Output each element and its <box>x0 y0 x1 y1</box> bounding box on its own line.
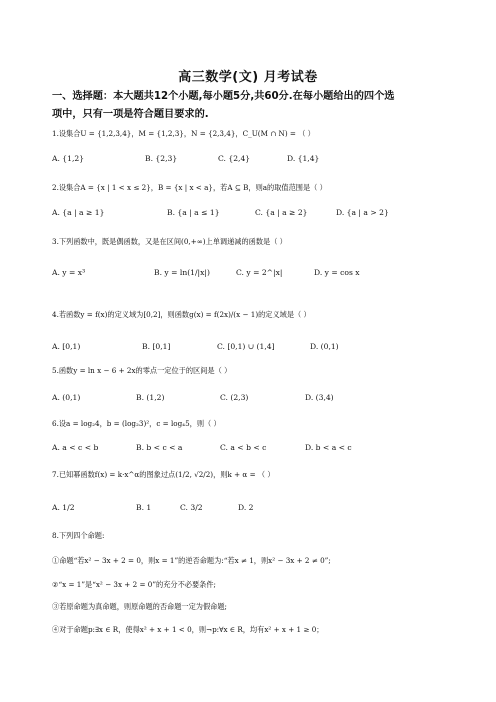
q3-option-a: A. y = x³ <box>52 268 86 277</box>
q3-option-b: B. y = ln(1/|x|) <box>154 268 210 277</box>
q1-option-b: B. {2,3} <box>145 154 178 163</box>
question-4-options <box>52 342 462 354</box>
q4-option-c: C. [0,1) ∪ (1,4] <box>217 342 275 351</box>
q4-option-d: D. (0,1) <box>310 342 339 351</box>
exam-title: 高三数学(文) 月考试卷 <box>178 70 318 85</box>
question-3-options <box>52 268 462 280</box>
question-1-options <box>52 154 462 166</box>
q1-option-c: C. {2,4} <box>218 154 251 163</box>
q2-option-a: A. {a | a ≥ 1} <box>52 208 105 217</box>
q2-option-c: C. {a | a ≥ 2} <box>255 208 308 217</box>
question-2-stem: 2.设集合A = {x | 1 < x ≤ 2}，B = {x | x < a}，若A ⊆ B，则a的取值范围是（ ） <box>52 183 327 192</box>
question-5-options <box>52 393 462 405</box>
question-8-stem: 8.下列四个命题: <box>52 531 105 540</box>
question-7-stem: 7.已知幂函数f(x) = k·x^α的图象过点(1/2, √2/2)，则k + α = （ ） <box>52 470 275 479</box>
q7-option-a: A. 1/2 <box>52 503 75 512</box>
q8-statement-3: ③若原命题为真命题，则原命题的否命题一定为假命题; <box>52 602 227 611</box>
question-6-stem: 6.设a = log₂4，b = (log₂3)²，c = log₄5，则（ ） <box>52 419 221 428</box>
q5-option-a: A. (0,1) <box>52 393 81 402</box>
q7-option-d: D. 2 <box>238 503 254 512</box>
section-heading <box>52 88 457 124</box>
q7-option-b: B. 1 <box>136 503 152 512</box>
q1-option-a: A. {1,2} <box>52 154 85 163</box>
q3-option-c: C. y = 2^|x| <box>236 268 283 277</box>
section-heading-line-1: 一、选择题：本大题共12个小题,每小题5分,共60分.在每小题给出的四个选 <box>52 91 395 102</box>
q8-statement-1: ①命题“若x² − 3x + 2 = 0，则x = 1”的逆否命题为:“若x ≠ 1，则x² − 3x + 2 ≠ 0”; <box>52 556 331 565</box>
q3-option-d: D. y = cos x <box>314 268 360 277</box>
question-5-stem: 5.函数y = ln x − 6 + 2x的零点一定位于的区间是（ ） <box>52 366 232 375</box>
q8-statement-4: ④对于命题p:∃x ∈ R，使得x² + x + 1 < 0，则¬p:∀x ∈ R，均有x² + x + 1 ≥ 0； <box>52 625 324 634</box>
q5-option-b: B. (1,2) <box>136 393 165 402</box>
q1-option-d: D. {1,4} <box>287 154 320 163</box>
question-2-options <box>52 208 462 220</box>
q4-option-a: A. [0,1) <box>52 342 81 351</box>
q2-option-d: D. {a | a > 2} <box>336 208 389 217</box>
q4-option-b: B. [0,1] <box>142 342 171 351</box>
question-3-stem: 3.下列函数中，既是偶函数，又是在区间(0,+∞)上单调递减的函数是（ ） <box>52 237 287 246</box>
q6-option-d: D. b < a < c <box>305 443 352 452</box>
q6-option-a: A. a < c < b <box>52 443 99 452</box>
q2-option-b: B. {a | a ≤ 1} <box>167 208 220 217</box>
q6-option-b: B. b < c < a <box>136 443 183 452</box>
q5-option-d: D. (3,4) <box>305 393 334 402</box>
question-7-options <box>52 503 462 515</box>
q8-statement-2: ②“x = 1”是“x² − 3x + 2 = 0”的充分不必要条件; <box>52 580 216 589</box>
q7-option-c: C. 3/2 <box>180 503 203 512</box>
section-heading-line-2: 项中，只有一项是符合题目要求的. <box>52 109 209 120</box>
question-4-stem: 4.若函数y = f(x)的定义域为[0,2]，则函数g(x) = f(2x)/(x − 1)的定义域是（ ） <box>52 310 311 319</box>
q6-option-c: C. a < b < c <box>220 443 267 452</box>
q5-option-c: C. (2,3) <box>220 393 249 402</box>
question-1-stem: 1.设集合U = {1,2,3,4}，M = {1,2,3}，N = {2,3,4}，C_U(M ∩ N) = （ ） <box>52 129 315 138</box>
question-6-options <box>52 443 462 455</box>
